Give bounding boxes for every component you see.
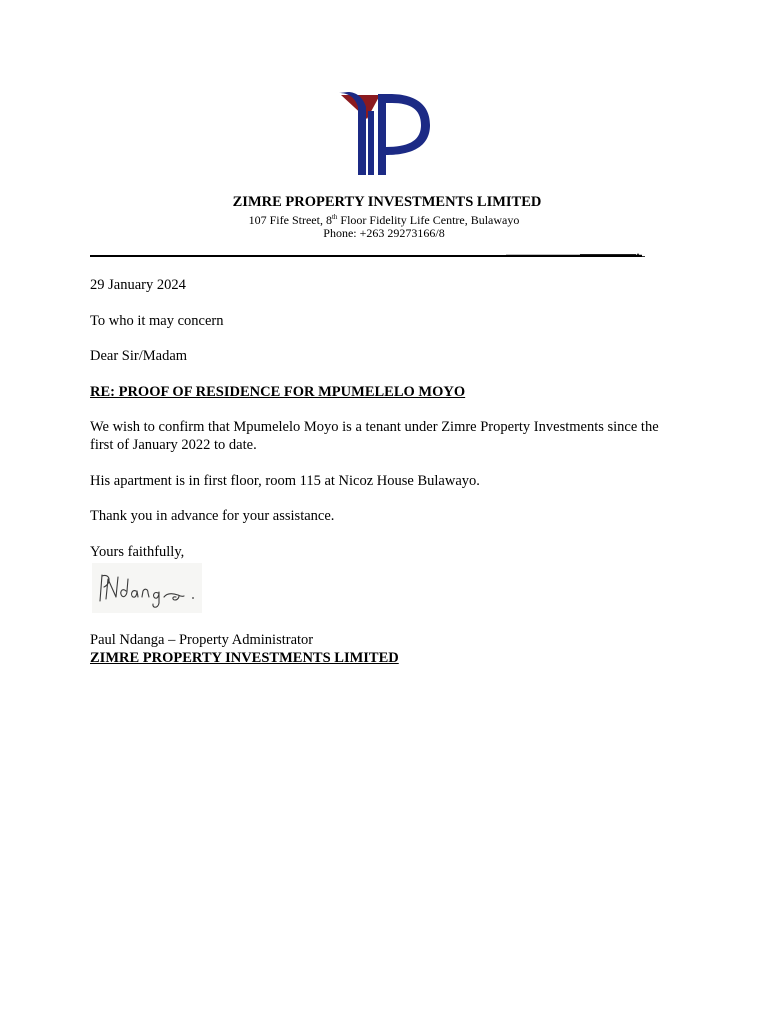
letterhead-divider	[90, 252, 646, 260]
address-suffix: Floor Fidelity Life Centre, Bulawayo	[337, 213, 520, 227]
letter-date: 29 January 2024	[90, 277, 186, 293]
letter-subject: RE: PROOF OF RESIDENCE FOR MPUMELELO MOYO	[90, 384, 466, 400]
address-prefix: 107 Fife Street, 8	[248, 213, 332, 227]
letter-closing: Yours faithfully,	[90, 544, 185, 560]
letterhead-company-name: ZIMRE PROPERTY INVESTMENTS LIMITED	[232, 194, 542, 210]
signature-image	[92, 563, 202, 613]
letter-recipient: To who it may concern	[90, 313, 224, 329]
letter-paragraph-2: His apartment is in first floor, room 115 at Nicoz House Bulawayo.	[90, 473, 480, 489]
address-ordinal: th	[331, 213, 338, 221]
letter-paragraph-1: We wish to confirm that Mpumelelo Moyo is a tenant under Zimre Property Investments since the first of January 2022 to date.	[90, 419, 659, 453]
letter-salutation: Dear Sir/Madam	[90, 348, 188, 364]
letter-paragraph-3: Thank you in advance for your assistance.	[90, 508, 335, 524]
signatory-name-title: Paul Ndanga – Property Administrator	[90, 632, 314, 648]
signatory-company: ZIMRE PROPERTY INVESTMENTS LIMITED	[90, 650, 399, 666]
letterhead-phone: Phone: +263 29273166/8	[323, 226, 445, 240]
zimre-ip-logo-icon	[338, 91, 432, 177]
